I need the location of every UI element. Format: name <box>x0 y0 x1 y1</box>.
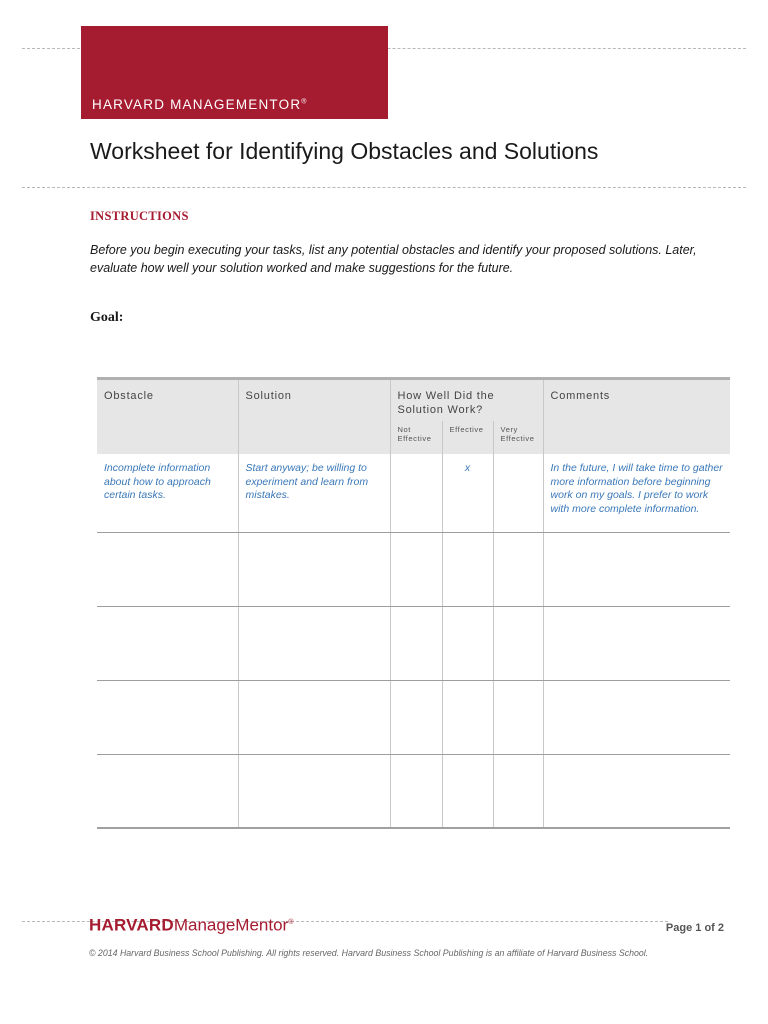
not-effective-cell[interactable] <box>390 606 442 680</box>
example-solution-cell[interactable] <box>238 454 390 532</box>
goal-label: Goal: <box>90 310 124 325</box>
column-header-comments <box>543 379 730 455</box>
solution-cell[interactable] <box>238 680 390 754</box>
subheader-not-effective <box>390 421 442 454</box>
comments-cell[interactable] <box>543 606 730 680</box>
column-header-solution <box>238 379 390 455</box>
effective-cell[interactable] <box>442 680 493 754</box>
table-header-row <box>97 379 730 422</box>
example-obstacle-text: Incomplete information about how to approach certain tasks. <box>104 462 211 501</box>
table-row <box>97 754 730 828</box>
column-header-obstacle-label: Obstacle <box>104 390 154 402</box>
brand-banner <box>81 26 388 119</box>
table-row <box>97 532 730 606</box>
column-header-how-well-label: How Well Did the Solution Work? <box>397 390 495 416</box>
example-not-effective-mark <box>391 454 442 462</box>
example-very-effective-cell[interactable] <box>493 454 543 532</box>
obstacle-cell[interactable] <box>97 754 238 828</box>
subheader-not-effective-label: Not Effective <box>397 425 432 443</box>
effective-cell[interactable] <box>442 606 493 680</box>
subheader-very-effective <box>493 421 543 454</box>
obstacle-cell[interactable] <box>97 606 238 680</box>
example-not-effective-cell[interactable] <box>390 454 442 532</box>
brand-wordmark <box>92 97 306 112</box>
subheader-effective-label: Effective <box>449 425 484 434</box>
example-effective-cell[interactable] <box>442 454 493 532</box>
comments-cell[interactable] <box>543 532 730 606</box>
column-header-obstacle <box>97 379 238 455</box>
copyright-notice: © 2014 Harvard Business School Publishing. All rights reserved. Harvard Business School Publishing is an affiliate of Harvard Business School. <box>89 948 649 958</box>
footer-logo <box>89 912 293 937</box>
table-row <box>97 680 730 754</box>
very-effective-cell[interactable] <box>493 532 543 606</box>
obstacle-cell[interactable] <box>97 532 238 606</box>
subheader-very-effective-label: Very Effective <box>500 425 535 443</box>
not-effective-cell[interactable] <box>390 754 442 828</box>
title-divider <box>22 187 746 188</box>
example-row <box>97 454 730 532</box>
example-solution-text: Start anyway; be willing to experiment and learn from mistakes. <box>245 462 369 501</box>
comments-cell[interactable] <box>543 754 730 828</box>
very-effective-cell[interactable] <box>493 606 543 680</box>
subheader-effective <box>442 421 493 454</box>
solution-cell[interactable] <box>238 754 390 828</box>
obstacle-cell[interactable] <box>97 680 238 754</box>
footer-logo-managementor: ManageMentor <box>173 915 289 935</box>
obstacles-table <box>97 377 730 829</box>
column-header-how-well <box>390 379 543 422</box>
solution-cell[interactable] <box>238 606 390 680</box>
example-very-effective-mark <box>494 454 543 462</box>
not-effective-cell[interactable] <box>390 532 442 606</box>
page-title: Worksheet for Identifying Obstacles and Solutions <box>90 138 599 164</box>
column-header-comments-label: Comments <box>550 390 611 402</box>
example-obstacle-cell[interactable] <box>97 454 238 532</box>
brand-registered-mark: ® <box>301 98 307 106</box>
column-header-solution-label: Solution <box>245 390 292 402</box>
solution-cell[interactable] <box>238 532 390 606</box>
very-effective-cell[interactable] <box>493 680 543 754</box>
very-effective-cell[interactable] <box>493 754 543 828</box>
example-comments-text: In the future, I will take time to gather more information before beginning work on my goals. I prefer to work with more complete information. <box>550 462 723 515</box>
instructions-text: Before you begin executing your tasks, list any potential obstacles and identify your proposed solutions. Later, evaluate how well your solution worked and make suggestions for the future. <box>90 243 697 275</box>
page-number: Page 1 of 2 <box>665 922 724 934</box>
effective-cell[interactable] <box>442 532 493 606</box>
brand-name: HARVARD MANAGEMENTOR <box>92 97 302 112</box>
example-effective-mark: x <box>464 462 471 474</box>
comments-cell[interactable] <box>543 680 730 754</box>
instructions-heading: INSTRUCTIONS <box>90 209 189 223</box>
footer-logo-harvard: HARVARD <box>89 915 174 935</box>
footer-logo-registered-mark: ® <box>288 919 294 926</box>
table-row <box>97 606 730 680</box>
effective-cell[interactable] <box>442 754 493 828</box>
example-comments-cell[interactable] <box>543 454 730 532</box>
not-effective-cell[interactable] <box>390 680 442 754</box>
